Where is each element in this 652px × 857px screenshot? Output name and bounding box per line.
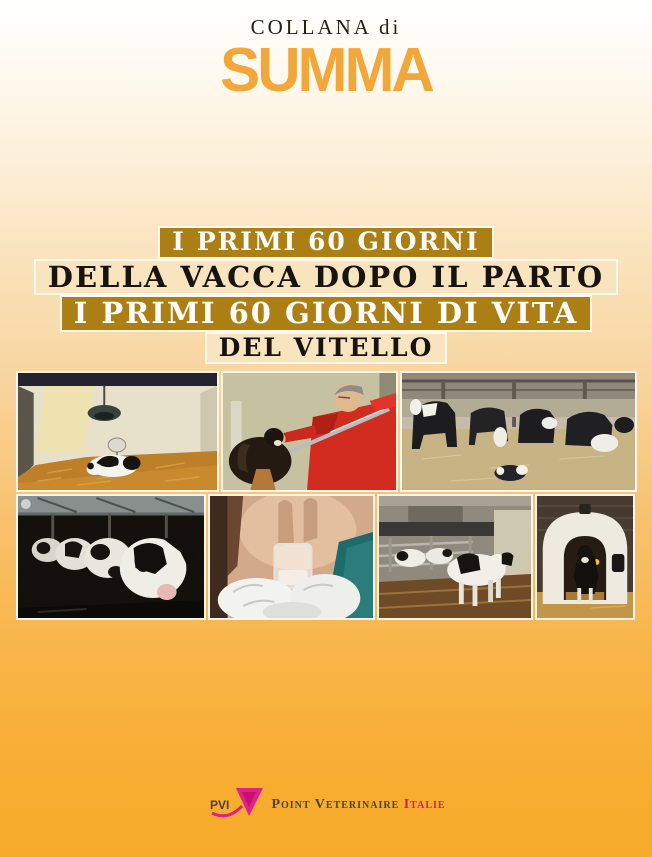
title-line-1: I PRIMI 60 GIORNI [158,226,493,259]
photo-row-2 [16,494,637,620]
pvi-mark-icon [206,786,264,822]
cows-at-feed-fence-image [18,496,204,618]
calf-hutch-image [537,496,633,618]
photo-cows-on-straw-yard [400,371,637,492]
title-line-3: I PRIMI 60 GIORNI DI VITA [60,295,593,332]
colostrum-sampling-image [210,496,373,618]
photo-cows-at-feed-fence [16,494,206,620]
photo-grid [16,371,637,620]
summa-logo: SUMMA [220,34,432,105]
title-line-4: DEL VITELLO [205,332,448,365]
pvi-abbreviation: PVI [210,798,230,812]
photo-calf-hutch [535,494,635,620]
publisher-name [271,795,445,813]
publisher-name-accent: Italie [403,797,446,812]
calf-under-heat-lamp-image [18,373,217,490]
calf-in-pen-image [379,496,531,618]
photo-calf-under-heat-lamp [16,371,219,492]
publisher-name-main: Point Veterinaire [271,797,400,812]
masthead [0,0,652,105]
cows-on-straw-yard-image [402,373,635,490]
title-line-2: DELLA VACCA DOPO IL PARTO [34,259,618,296]
photo-colostrum-sampling [208,494,375,620]
title-block [0,226,652,364]
tube-feeding-calf-image [223,373,396,490]
publisher-logo [0,786,652,822]
photo-calf-in-pen [377,494,533,620]
series-label: COLLANA di [250,15,402,39]
photo-tube-feeding-calf [221,371,398,492]
photo-row-1 [16,371,637,492]
